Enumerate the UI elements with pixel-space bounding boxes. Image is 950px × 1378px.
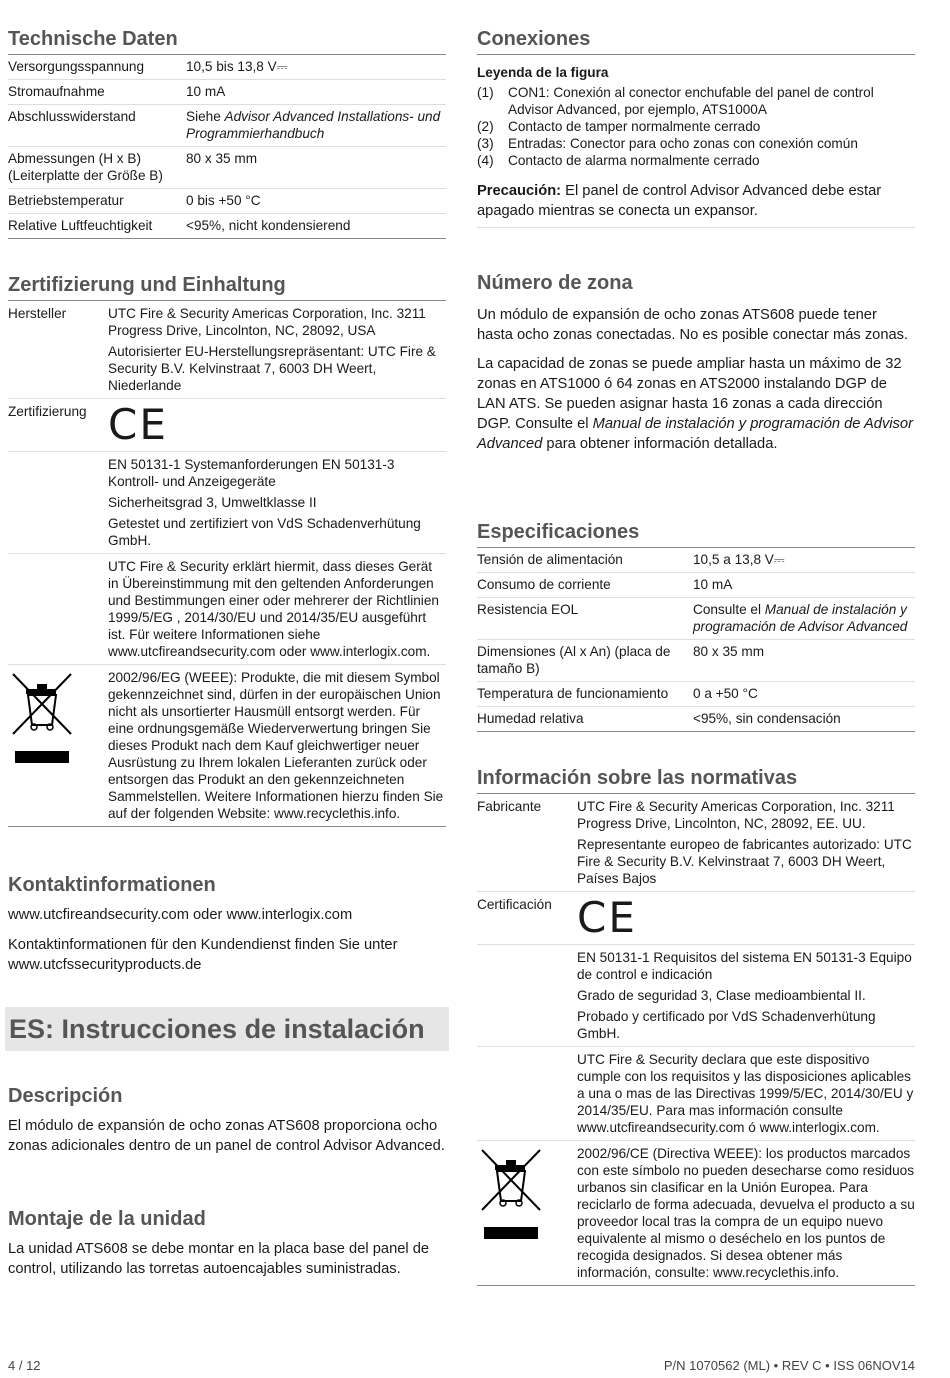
eu-representative: Autorisierter EU-Herstellungsrepräsentant: UTC Fire & Security B.V. Kelvinstraat 7, 6003 DH Weert, Niederlande — [108, 344, 436, 393]
row-value: 10 mA — [186, 84, 226, 99]
numero-zona-title: Número de zona — [477, 272, 633, 294]
row-value-prefix: Siehe — [186, 109, 225, 124]
table-row — [477, 598, 915, 640]
row-key: Abmessungen (H x B) (Leiterplatte der Größe B) — [8, 151, 163, 183]
kontakt-section — [8, 873, 446, 975]
legend-text: Contacto de alarma normalmente cerrado — [508, 153, 760, 168]
row-key: Temperatura de funcionamiento — [477, 686, 669, 701]
declaration-row — [477, 1047, 915, 1141]
certificacion-label: Certificación — [477, 897, 552, 912]
row-key: Tensión de alimentación — [477, 552, 623, 567]
row-key: Betriebstemperatur — [8, 193, 124, 208]
row-value: 80 x 35 mm — [693, 644, 765, 659]
manufacturer-address: UTC Fire & Security Americas Corporation, Inc. 3211 Progress Drive, Lincolnton, NC, 28092, EE. UU. — [577, 799, 895, 831]
list-item — [477, 152, 915, 169]
kontakt-websites: www.utcfireandsecurity.com oder www.interlogix.com — [8, 907, 353, 923]
declaration-text: UTC Fire & Security erklärt hiermit, dass dieses Gerät in Übereinstimmung mit den geltenden Anforderungen und Bestimmungen einer oder mehrerer der Richtlinien 1999/5/EG , 2014/30/EU und 2014/35/EU ausgeführt ist. Für weitere Informationen siehe www.utcfireandsecurity.com oder www.interlogix.com. — [108, 559, 439, 659]
table-row — [8, 214, 446, 239]
declaration-text: UTC Fire & Security declara que este dispositivo cumple con los requisitos y las disposiciones aplicables a una o mas de las Directivas 1999/5/EC, 2014/30/EU y 2014/35/EU. Para mas información consulte www.utcfireandsecurity.com ó www.interlogix.com. — [577, 1052, 914, 1135]
es-banner — [5, 1007, 449, 1051]
row-value: 80 x 35 mm — [186, 151, 258, 166]
especificaciones-section — [477, 520, 915, 732]
zertifizierung-title: Zertifizierung und Einhaltung — [8, 273, 446, 301]
legend-text: CON1: Conexión al conector enchufable del panel de control Advisor Advanced, por ejemplo, ATS1000A — [508, 85, 874, 117]
row-value: 0 a +50 °C — [693, 686, 758, 701]
row-value: <95%, nicht kondensierend — [186, 218, 351, 233]
hersteller-row — [8, 301, 446, 399]
row-value: 10 mA — [693, 577, 733, 592]
zertifizierung-row — [8, 399, 446, 452]
list-item — [477, 118, 915, 135]
ce-mark-icon: CE — [108, 400, 168, 449]
legend-text: Entradas: Conector para ocho zonas con conexión común — [508, 136, 858, 151]
technische-daten-section — [8, 27, 446, 239]
table-row — [477, 682, 915, 707]
manual-reference: Advisor Advanced Installations- und Programmierhandbuch — [186, 109, 441, 141]
table-row — [8, 80, 446, 105]
numero-zona-p2 — [477, 354, 915, 454]
fabricante-row — [477, 794, 915, 892]
vds-certified: Getestet und zertifiziert von VdS Schadenverhütung GmbH. — [108, 516, 421, 548]
hersteller-value — [108, 305, 446, 394]
table-row — [8, 189, 446, 214]
row-value-prefix: Consulte el — [693, 602, 765, 617]
descripcion-text: El módulo de expansión de ocho zonas ATS608 proporciona ocho zonas adicionales dentro de un panel de control Advisor Advanced. — [8, 1118, 445, 1154]
hersteller-label: Hersteller — [8, 306, 67, 321]
normativas-title: Información sobre las normativas — [477, 766, 915, 794]
kontakt-service: Kontaktinformationen für den Kundendienst finden Sie unter www.utcfssecurityproducts.de — [8, 937, 398, 973]
manufacturer-address: UTC Fire & Security Americas Corporation, Inc. 3211 Progress Drive, Lincolnton, NC, 28092, USA — [108, 306, 426, 338]
weee-text: 2002/96/EG (WEEE): Produkte, die mit diesem Symbol gekennzeichnet sind, dürfen in der europäischen Union nicht als unsortierter Hausmüll entsorgt werden. Für eine ordnungsgemäße Wiederverwertung bringen Sie dieses Produkt nach dem Kauf gleichwertiger neuer Ausrüstung zu Ihrem lokalen Lieferanten zurück oder entsorgen das Produkt an den gekennzeichneten Sammelstellen. Weitere Informationen hierzu finden Sie auf der folgenden Website: www.recyclethis.info. — [108, 670, 444, 821]
declaration-row — [8, 554, 446, 665]
ce-mark-icon: CE — [577, 893, 637, 942]
legend-number: (2) — [477, 119, 494, 134]
vds-certified: Probado y certificado por VdS Schadenverhütung GmbH. — [577, 1009, 876, 1041]
list-item — [477, 135, 915, 152]
row-key: Abschlusswiderstand — [8, 109, 136, 124]
table-row — [477, 548, 915, 573]
table-row — [477, 640, 915, 682]
row-key: Resistencia EOL — [477, 602, 579, 617]
technische-daten-title: Technische Daten — [8, 27, 446, 55]
standards-text: EN 50131-1 Systemanforderungen EN 50131-3 Kontroll- und Anzeigegeräte — [108, 457, 395, 489]
list-item — [477, 84, 915, 118]
conexiones-title: Conexiones — [477, 27, 915, 55]
part-number: P/N 1070562 (ML) • REV C • ISS 06NOV14 — [663, 1358, 915, 1373]
caution-label: Precaución: — [477, 183, 562, 199]
caution-text: El panel de control Advisor Advanced debe estar apagado mientras se conecta un expansor. — [477, 183, 882, 219]
caution-note — [477, 181, 915, 228]
row-value — [186, 108, 446, 142]
standards-text: EN 50131-1 Requisitos del sistema EN 50131-3 Equipo de control e indicación — [577, 950, 912, 982]
fabricante-label: Fabricante — [477, 799, 542, 814]
legend-number: (1) — [477, 85, 494, 100]
table-row — [8, 147, 446, 189]
manual-reference: Manual de instalación y programación de Advisor Advanced — [477, 416, 913, 452]
normativas-section — [477, 766, 915, 1286]
weee-bin-icon — [8, 669, 78, 769]
descripcion-title: Descripción — [8, 1085, 123, 1107]
standards-row — [8, 452, 446, 554]
legend-number: (4) — [477, 153, 494, 168]
row-key: Humedad relativa — [477, 711, 584, 726]
page-number: 4 / 12 — [8, 1358, 41, 1373]
eu-representative: Representante europeo de fabricantes autorizado: UTC Fire & Security B.V. Kelvinstraat 7, 6003 DH Weert, Países Bajos — [577, 837, 912, 886]
numero-zona-p2-a: La capacidad de zonas se puede ampliar hasta un máximo de 32 zonas en ATS1000 ó 64 zonas en ATS2000 instalando DGP de LAN ATS. Se pueden asignar hasta 16 zonas a cada dirección DGP. Consulte el — [477, 356, 902, 432]
row-key: Versorgungsspannung — [8, 59, 145, 74]
table-row — [8, 105, 446, 147]
weee-row — [477, 1141, 915, 1286]
row-value — [693, 601, 915, 635]
zertifizierung-label: Zertifizierung — [8, 404, 87, 419]
row-value: <95%, sin condensación — [693, 711, 841, 726]
table-row — [477, 573, 915, 598]
row-value: 10,5 a 13,8 V⎓ — [693, 552, 785, 567]
security-grade: Grado de seguridad 3, Clase medioambiental II. — [577, 988, 866, 1003]
weee-text: 2002/96/CE (Directiva WEEE): los productos marcados con este símbolo no pueden desecharse como residuos urbanos sin clasificar en la Unión Europea. Para reciclarlo de forma adecuada, devuelva el producto a su proveedor local tras la compra de un equipo nuevo equivalente al mismo o deséchelo en los puntos de recogida designados. Si desea obtener más información, consulte: www.recyclethis.info. — [577, 1146, 915, 1280]
numero-zona-p1: Un módulo de expansión de ocho zonas ATS608 puede tener hasta ocho zonas conectadas. No es posible conectar más zonas. — [477, 307, 909, 343]
table-row — [8, 55, 446, 80]
numero-zona-section — [477, 271, 915, 454]
montaje-text: La unidad ATS608 se debe montar en la placa base del panel de control, utilizando las torretas autoencajables suministradas. — [8, 1241, 430, 1277]
row-value: 0 bis +50 °C — [186, 193, 261, 208]
row-key: Stromaufnahme — [8, 84, 105, 99]
descripcion-section — [8, 1084, 446, 1156]
standards-row — [477, 945, 915, 1047]
weee-row — [8, 665, 446, 827]
security-grade: Sicherheitsgrad 3, Umweltklasse II — [108, 495, 317, 510]
row-key: Relative Luftfeuchtigkeit — [8, 218, 153, 233]
manual-reference: Manual de instalación y programación de Advisor Advanced — [693, 602, 908, 634]
legend-title: Leyenda de la figura — [477, 65, 609, 80]
legend-text: Contacto de tamper normalmente cerrado — [508, 119, 761, 134]
conexiones-section — [477, 27, 915, 228]
row-key: Dimensiones (Al x An) (placa de tamaño B) — [477, 644, 671, 676]
certificacion-row — [477, 892, 915, 945]
row-key: Consumo de corriente — [477, 577, 611, 592]
numero-zona-p2-b: para obtener información detallada. — [542, 436, 778, 452]
table-row — [477, 707, 915, 732]
zertifizierung-section — [8, 273, 446, 827]
montaje-title: Montaje de la unidad — [8, 1208, 206, 1230]
especificaciones-title: Especificaciones — [477, 520, 915, 548]
legend-number: (3) — [477, 136, 494, 151]
kontakt-title: Kontaktinformationen — [8, 874, 216, 896]
weee-bin-icon — [477, 1145, 547, 1245]
es-banner-title: ES: Instrucciones de instalación — [9, 1014, 425, 1044]
montaje-section — [8, 1207, 446, 1279]
row-value: 10,5 bis 13,8 V⎓ — [186, 59, 288, 74]
